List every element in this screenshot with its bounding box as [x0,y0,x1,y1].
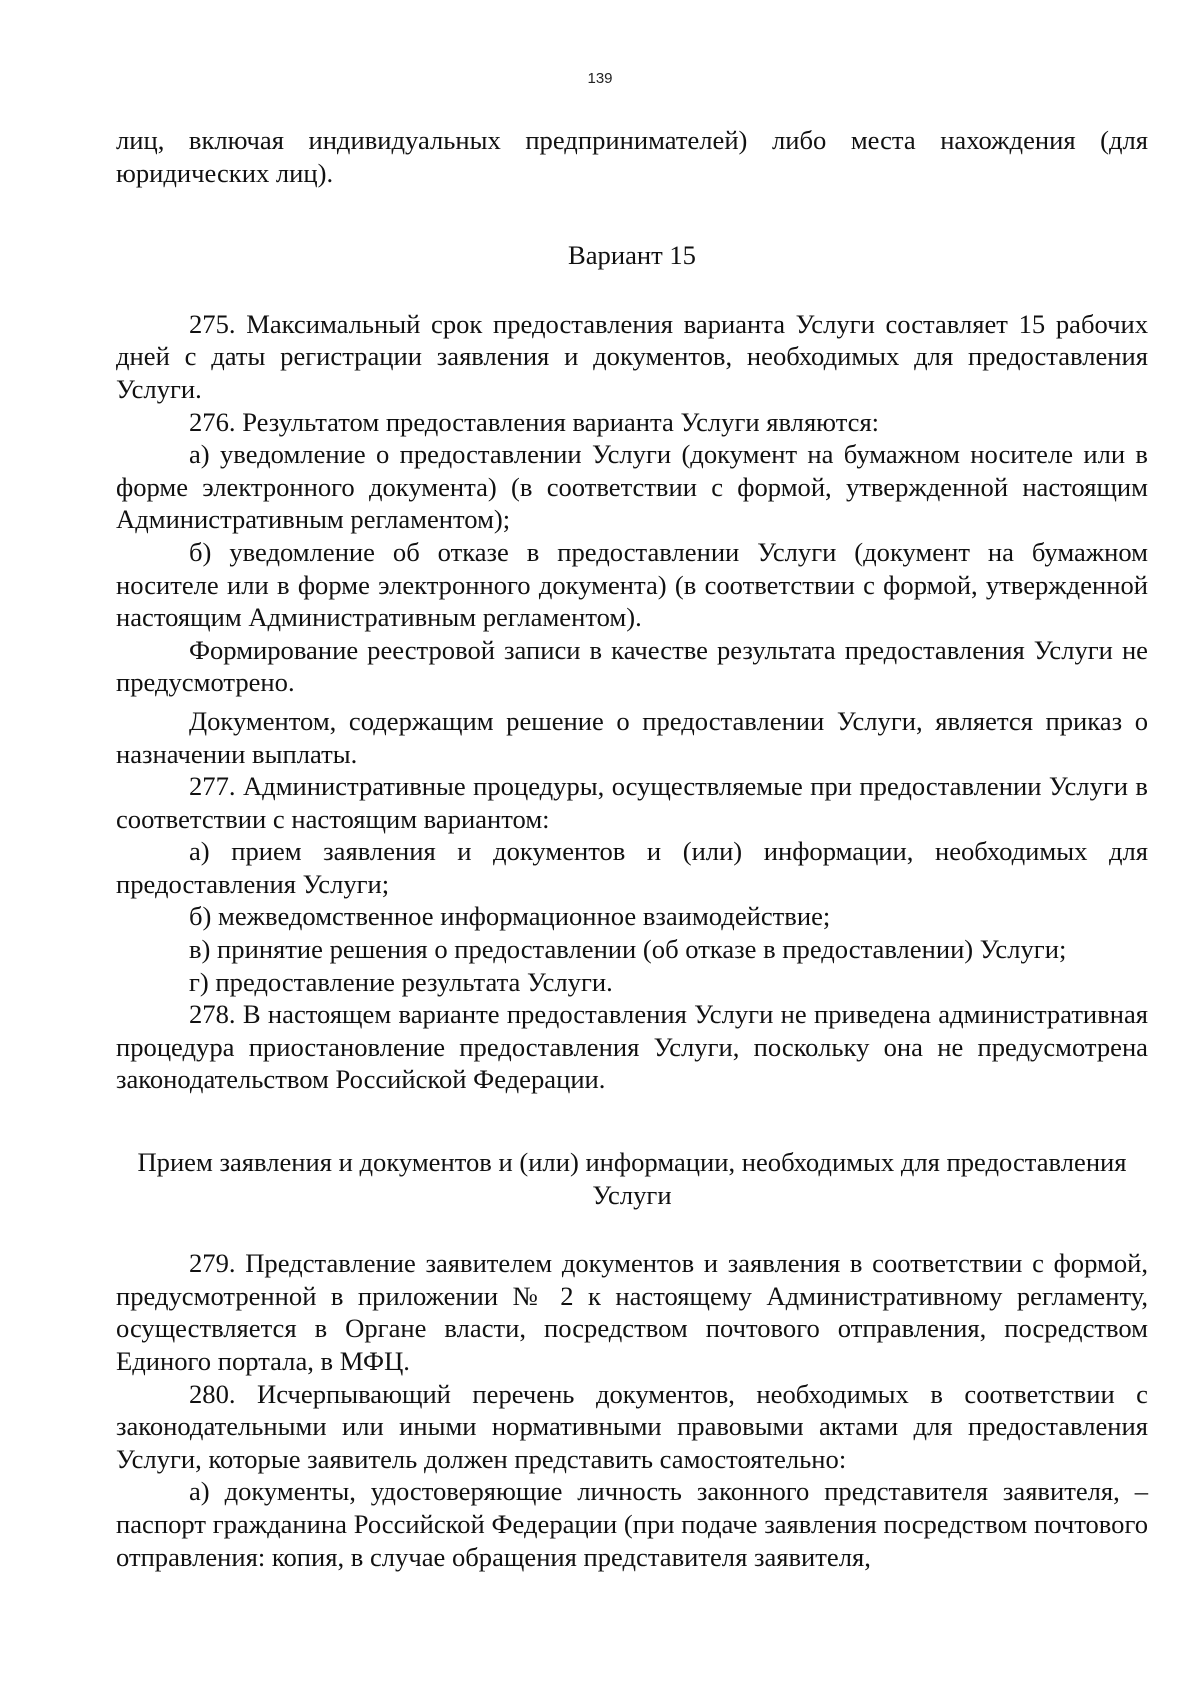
paragraph-277-c: в) принятие решения о предоставлении (об отказе в предоставлении) Услуги; [189,934,1067,965]
paragraph-279: 279. Представление заявителем документов и заявления в соответствии с формой, предусмотренной в приложении № 2 к настоящему Административному регламенту, осуществляется в Органе власти, посредством почтового отправления, посредством Единого портала, в МФЦ. [116,1248,1148,1376]
paragraph-276: 276. Результатом предоставления варианта Услуги являются: [189,406,880,437]
paragraph-registry-record: Формирование реестровой записи в качестве результата предоставления Услуги не предусмотрено. [116,634,1148,698]
section-heading-variant-15: Вариант 15 [568,240,696,271]
paragraph-continuation: лиц, включая индивидуальных предпринимателей) либо места нахождения (для юридических лиц). [116,125,1148,188]
section-heading-application-intake: Прием заявления и документов и (или) информации, необходимых для предоставления Услуги [137,1147,1127,1210]
paragraph-280: 280. Исчерпывающий перечень документов, необходимых в соответствии с законодательными или иными нормативными правовыми актами для предоставления Услуги, которые заявитель должен представить самостоятельно: [116,1378,1148,1474]
paragraph-276-b: б) уведомление об отказе в предоставлении Услуги (документ на бумажном носителе или в форме электронного документа) (в соответствии с формой, утвержденной настоящим Административным регламентом). [116,536,1148,633]
paragraph-278: 278. В настоящем варианте предоставления Услуги не приведена административная процедура приостановление предоставления Услуги, поскольку она не предусмотрена законодательством Российской Федерации. [116,999,1148,1095]
page-number: 139 [587,70,613,87]
paragraph-276-a: а) уведомление о предоставлении Услуги (документ на бумажном носителе или в форме электронного документа) (в соответствии с формой, утвержденной настоящим Административным регламентом); [116,439,1148,535]
paragraph-277-d: г) предоставление результата Услуги. [189,966,613,997]
paragraph-decision-document: Документом, содержащим решение о предоставлении Услуги, является приказ о назначении выплаты. [116,705,1148,769]
paragraph-275: 275. Максимальный срок предоставления варианта Услуги составляет 15 рабочих дней с даты регистрации заявления и документов, необходимых для предоставления Услуги. [116,308,1148,404]
paragraph-277: 277. Административные процедуры, осуществляемые при предоставлении Услуги в соответствии с настоящим вариантом: [116,771,1148,834]
paragraph-277-b: б) межведомственное информационное взаимодействие; [189,901,831,932]
paragraph-280-a: а) документы, удостоверяющие личность законного представителя заявителя, – паспорт гражданина Российской Федерации (при подаче заявления посредством почтового отправления: копия, в случае обращения представителя заявителя, [116,1476,1148,1572]
document-body [116,124,1148,1573]
paragraph-277-a: а) прием заявления и документов и (или) информации, необходимых для предоставления Услуги; [116,836,1148,899]
